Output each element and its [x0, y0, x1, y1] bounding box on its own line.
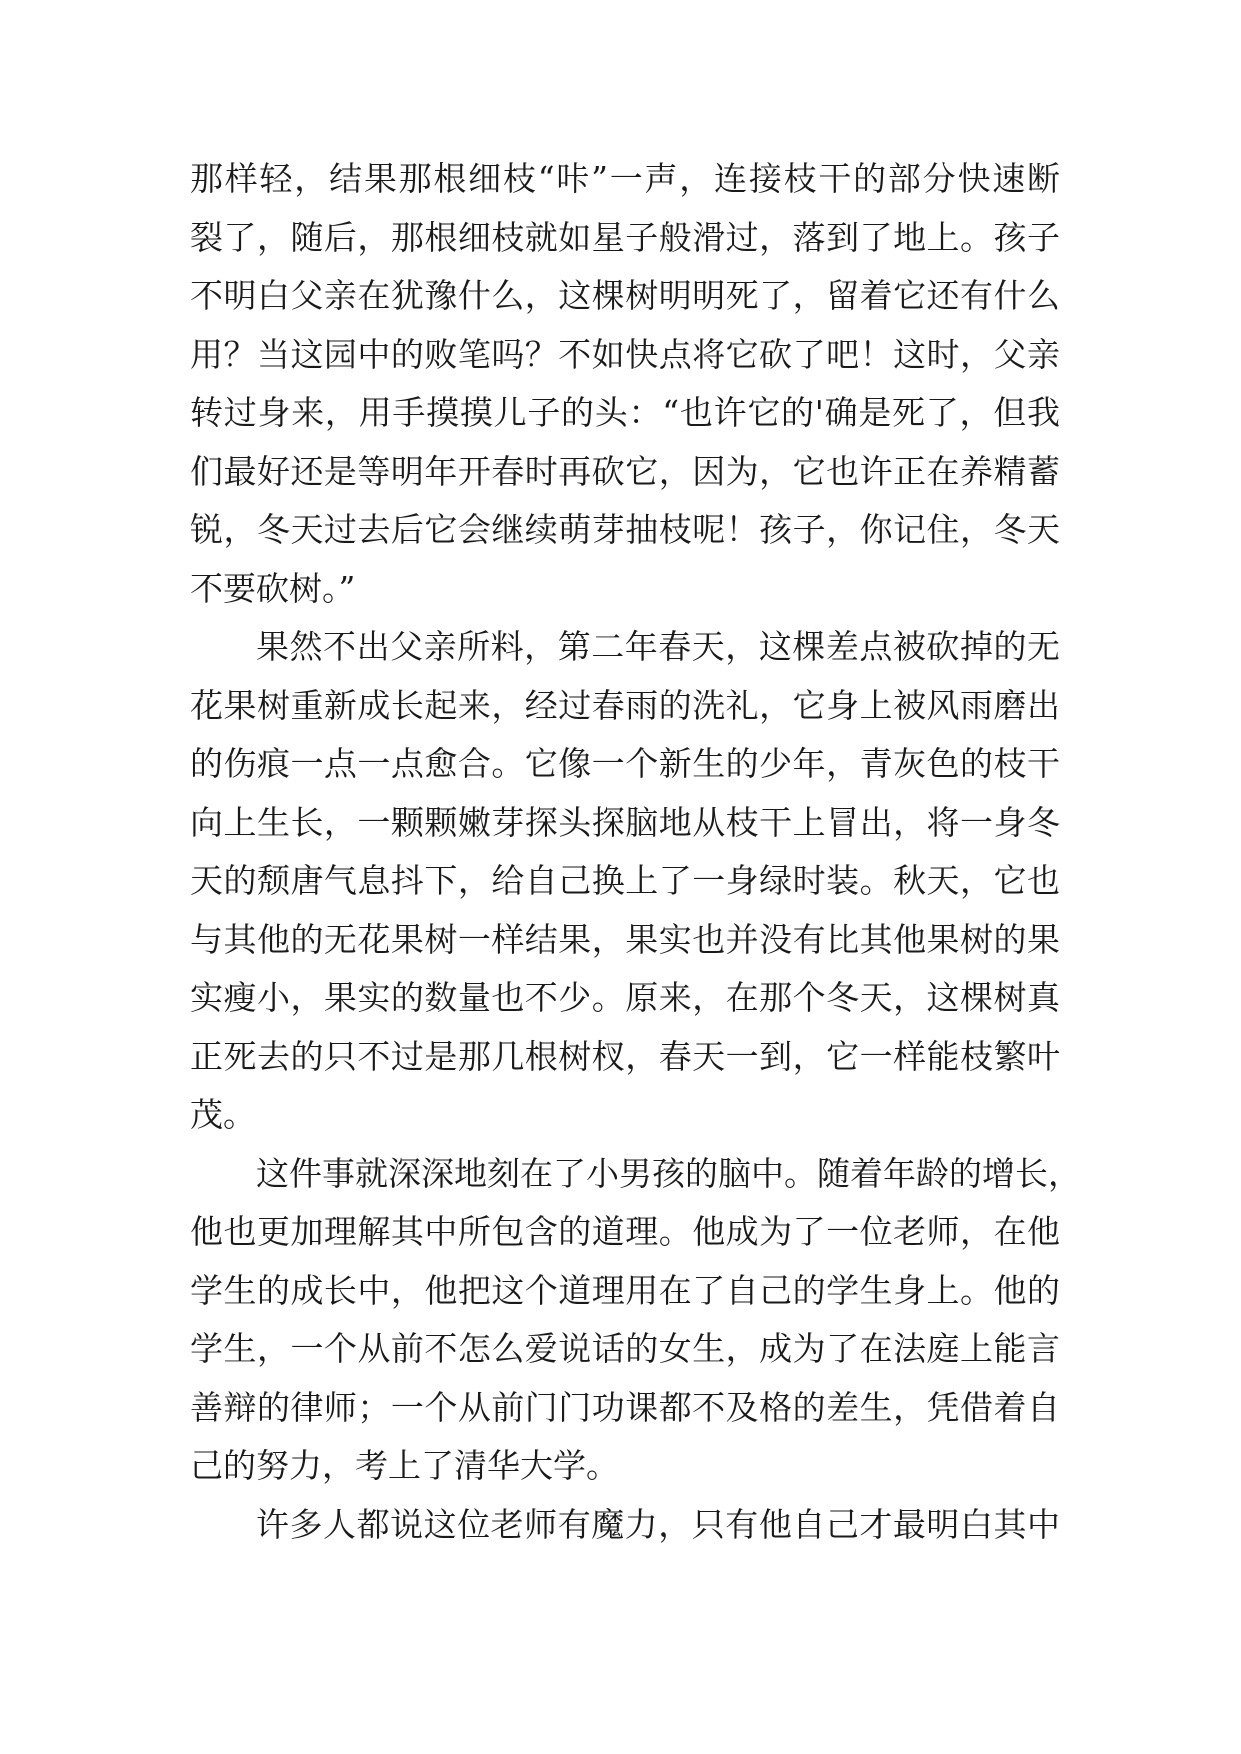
text-line: 们最好还是等明年开春时再砍它，因为，它也许正在养精蓄: [190, 451, 1060, 491]
paragraph-first-line: 这件事就深深地刻在了小男孩的脑中。随着年龄的增长，: [256, 1153, 1081, 1193]
text-line: 天的颓唐气息抖下，给自己换上了一身绿时装。秋天，它也: [190, 861, 1060, 900]
text-line: 正死去的只不过是那几根树杈，春天一到，它一样能枝繁叶: [190, 1036, 1060, 1076]
text-line: 学生，一个从前不怎么爱说话的女生，成为了在法庭上能言: [190, 1329, 1060, 1368]
text-line: 那样轻，结果那根细枝“咔”一声，连接枝干的部分快速断: [190, 159, 1060, 198]
text-line: 的伤痕一点一点愈合。它像一个新生的少年，青灰色的枝干: [190, 744, 1060, 783]
body-text: [190, 150, 1081, 1554]
text-line: 转过身来，用手摸摸儿子的头：“也许它的'确是死了，但我: [190, 393, 1060, 432]
paragraph-first-line: 许多人都说这位老师有魔力，只有他自己才最明白其中: [256, 1504, 1060, 1544]
text-line: 裂了，随后，那根细枝就如星子般滑过，落到了地上。孩子: [190, 217, 1060, 257]
text-line: 不明白父亲在犹豫什么，这棵树明明死了，留着它还有什么: [190, 276, 1060, 315]
text-line: 向上生长，一颗颗嫩芽探头探脑地从枝干上冒出，将一身冬: [190, 802, 1060, 842]
text-line: 不要砍树。”: [190, 568, 356, 608]
text-line: 茂。: [190, 1095, 256, 1134]
text-line: 与其他的无花果树一样结果，果实也并没有比其他果树的果: [190, 919, 1060, 959]
text-line: 花果树重新成长起来，经过春雨的洗礼，它身上被风雨磨出: [190, 685, 1060, 725]
text-line: 己的努力，考上了清华大学。: [190, 1446, 619, 1485]
text-line: 锐，冬天过去后它会继续萌芽抽枝呢！孩子，你记住，冬天: [190, 510, 1060, 549]
text-line: 实瘦小，果实的数量也不少。原来，在那个冬天，这棵树真: [190, 978, 1060, 1017]
paragraph-first-line: 果然不出父亲所料，第二年春天，这棵差点被砍掉的无: [256, 627, 1060, 666]
text-line: 学生的成长中，他把这个道理用在了自己的学生身上。他的: [190, 1270, 1060, 1310]
text-line: 他也更加理解其中所包含的道理。他成为了一位老师，在他: [190, 1212, 1060, 1251]
text-line: 善辩的律师；一个从前门门功课都不及格的差生，凭借着自: [190, 1387, 1060, 1427]
text-line: 用？当这园中的败笔吗？不如快点将它砍了吧！这时，父亲: [190, 334, 1060, 374]
